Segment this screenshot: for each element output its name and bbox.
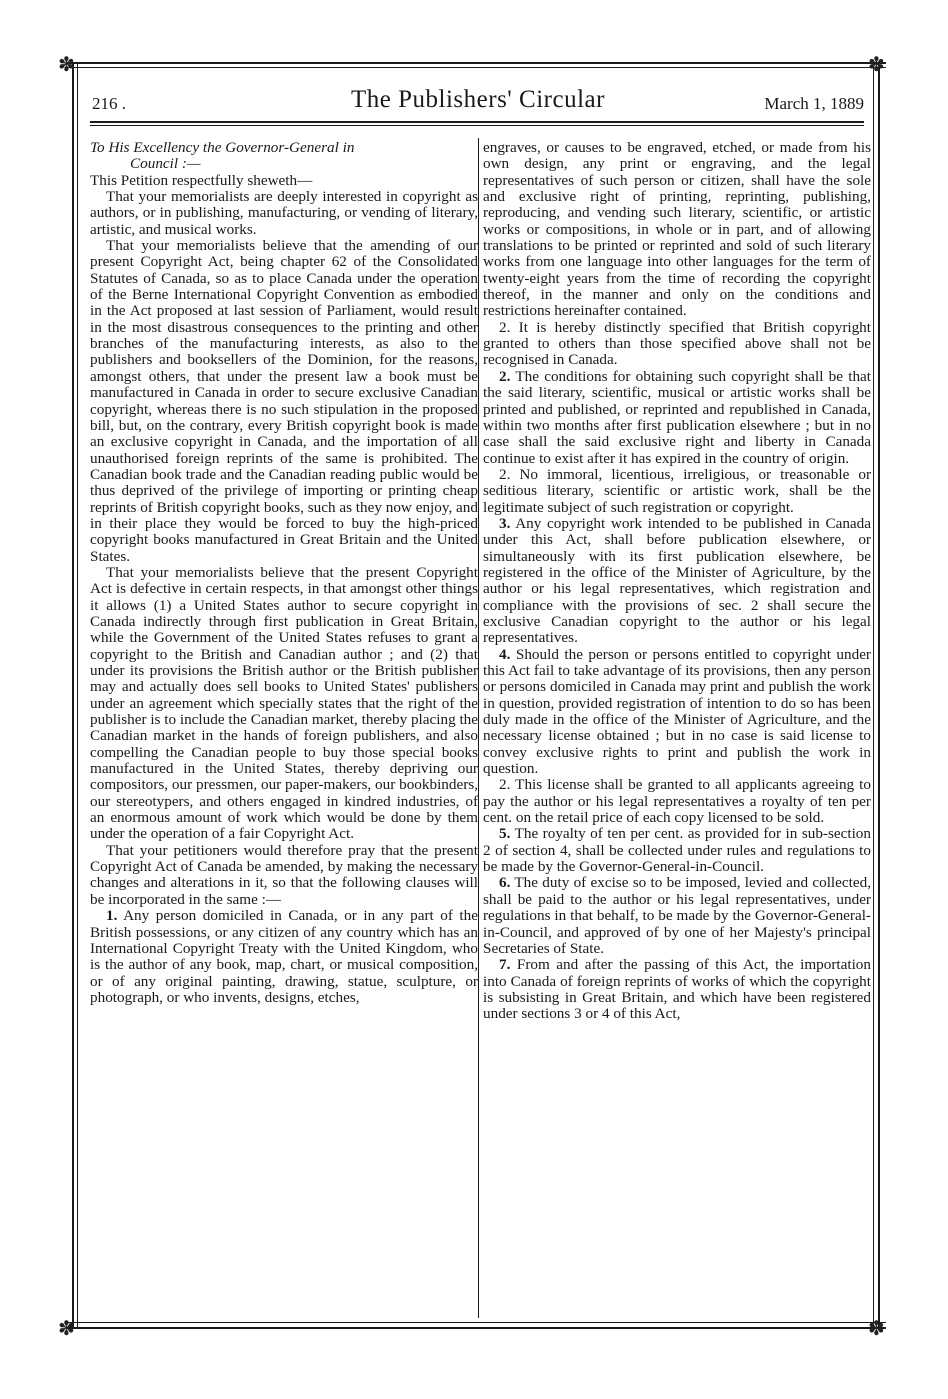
clause-paragraph: 4. Should the person or persons entitled to copyright under this Act fail to take advantage of its provisions, then any person or persons domiciled in Canada may print and publish the work in question, provided registration of intention to do so has been duly made in the office of the Minister of Agriculture, and the necessary license obtained ; but in no case is said license to convey exclusive rights to print and publish the work in question. bbox=[483, 645, 871, 778]
corner-ornament-icon: ✽ bbox=[58, 1316, 75, 1340]
paragraph: This Petition respectfully sheweth— bbox=[90, 171, 313, 189]
corner-ornament-icon: ✽ bbox=[868, 1316, 885, 1340]
header-rule bbox=[90, 121, 864, 123]
clause-paragraph: 1. Any person domiciled in Canada, or in any part of the British possessions, or any citizen of any country which has an International Copyright Treaty with the United Kingdom, who is the author of any book, map, chart, or musical composition, or of any original painting, drawing, statue, sculpture, or photograph, or who invents, designs, etches, bbox=[90, 907, 478, 1006]
clause-number: 4. bbox=[499, 645, 511, 663]
clause-number: 3. bbox=[499, 514, 511, 532]
bottom-border-rule-thin bbox=[66, 1322, 886, 1323]
paragraph: That your memorialists are deeply interested in copyright as authors, or in publishing, manufacturing, or vending of literary, artistic, and musical works. bbox=[90, 188, 478, 238]
corner-ornament-icon: ✽ bbox=[58, 52, 75, 76]
issue-date: March 1, 1889 bbox=[764, 94, 864, 113]
paragraph: 2. It is hereby distinctly specified that British copyright granted to others than those specified above shall not be recognised in Canada. bbox=[483, 318, 871, 369]
address-line: To His Excellency the Governor-General in Council :— bbox=[90, 140, 355, 173]
top-border-rule bbox=[66, 62, 886, 64]
clause-paragraph: 2. The conditions for obtaining such copyright shall be that the said literary, scientific, musical or artistic works shall be printed and published, or reprinted and republished in Canada, within two months after first publication elsewhere ; but in no case shall the said exclusive right and liberty in Canada continue to exist after it has expired in the country of origin. bbox=[483, 367, 871, 467]
column-divider bbox=[478, 138, 479, 1318]
right-border-rule bbox=[878, 62, 880, 1329]
left-column bbox=[90, 140, 478, 1320]
page-header bbox=[92, 84, 864, 118]
clause-paragraph: 7. From and after the passing of this Act, the importation into Canada of foreign reprints of works of which the copyright is subsisting in Great Britain, and which have been registered under sections 3 or 4 of this Act, bbox=[483, 956, 871, 1023]
top-border-rule-thin bbox=[66, 67, 886, 68]
paragraph: That your memorialists believe that the amending of our present Copyright Act, being chapter 62 of the Consolidated Statutes of Canada, so as to place Canada under the operation of the Berne International Copyright Convention as embodied in the Act proposed at last session of Parliament, would result in the most disastrous consequences to the printing and other branches of the manufacturing interests, as also to the publishers and booksellers of the Dominion, for the reasons, amongst others, that under the present law a book must be manufactured in Canada in order to secure exclusive Canadian copyright, whereas there is no such stipulation in the proposed bill, but, on the contrary, every British copyright book is made an exclusive copyright in Canada, and the importation of all unauthorised foreign reprints of the same is prohibited. The Canadian book trade and the Canadian reading public would be thus deprived of the privilege of importing or printing cheap reprints of British copyright books, such as they now enjoy, and in their place they would be forced to buy the high-priced copyright books manufactured in Great Britain and the United States. bbox=[90, 237, 478, 565]
clause-paragraph: 5. The royalty of ten per cent. as provided for in sub-section 2 of section 4, shall be collected under rules and regulations to be made by the Governor-General-in-Council. bbox=[483, 825, 871, 876]
bottom-border-rule bbox=[66, 1327, 886, 1329]
publication-title: The Publishers' Circular bbox=[351, 86, 605, 113]
paragraph: That your petitioners would therefore pray that the present Copyright Act of Canada be amended, by making the necessary changes and alterations in it, so that the following clauses will be incorporated in the same :— bbox=[90, 841, 478, 908]
left-border-rule bbox=[72, 62, 74, 1329]
clause-paragraph: 6. The duty of excise so to be imposed, levied and collected, shall be paid to the author or his legal representatives, under regulations in that behalf, to be made by the Governor-General-in-Council, and approved of by one of her Majesty's principal Secretaries of State. bbox=[483, 874, 871, 957]
paragraph: That your memorialists believe that the present Copyright Act is defective in certain respects, in that amongst other things it allows (1) a United States author to secure copyright in Canada indirectly through first publication in Great Britain, while the Government of the United States refuses to grant a copyright to the British and Canadian author ; and (2) that under its provisions the British author or the British publisher may and actually does sell books to United States' publishers under an agreement which specially states that the right of the publisher is to include the Canadian market, thereby placing the Canadian market in the hands of foreign publishers, and also compelling the Canadian people to buy those special books manufactured in the United States, thereby depriving our compositors, our pressmen, our paper-makers, our bookbinders, our stereotypers, and others engaged in kindred industries, of an enormous amount of work which would be done by them under the operation of a fair Copyright Act. bbox=[90, 563, 478, 843]
clause-number: 6. bbox=[499, 874, 511, 892]
clause-number: 5. bbox=[499, 825, 511, 843]
clause-paragraph: 3. Any copyright work intended to be published in Canada under this Act, shall before publication elsewhere, or simultaneously with its first publication elsewhere, be registered in the office of the Minister of Agriculture, by the author or his legal representatives, which registration and compliance with the provisions of sec. 2 shall secure the exclusive Canadian copyright to the author or his legal representatives. bbox=[483, 514, 871, 647]
page-number: 216 . bbox=[92, 94, 126, 113]
right-border-rule-thin bbox=[873, 62, 874, 1329]
paragraph: 2. This license shall be granted to all applicants agreeing to pay the author or his legal representatives a royalty of ten per cent. on the retail price of each copy licensed to be sold. bbox=[483, 776, 871, 827]
corner-ornament-icon: ✽ bbox=[868, 52, 885, 76]
left-border-rule-thin bbox=[77, 62, 78, 1329]
paragraph: engraves, or causes to be engraved, etched, or made from his own design, any print or engraving, and the legal representatives of such person or citizen, shall have the sole and exclusive right of printing, reprinting, publishing, reproducing, and vending such literary, scientific, or artistic works or compositions, in whole or in part, and of allowing translations to be printed or reprinted and sold of such literary works from one language into other languages for the term of twenty-eight years from the time of recording the copyright thereof, in the manner and only on the conditions and restrictions hereinafter contained. bbox=[483, 140, 871, 320]
right-column bbox=[483, 140, 871, 1320]
paragraph: 2. No immoral, licentious, irreligious, or treasonable or seditious literary, scientific or artistic work, shall be the legitimate subject of such registration or copyright. bbox=[483, 465, 871, 516]
clause-number: 1. bbox=[106, 907, 118, 925]
header-rule-thin bbox=[90, 125, 864, 126]
clause-number: 2. bbox=[499, 367, 511, 385]
clause-number: 7. bbox=[499, 956, 511, 974]
